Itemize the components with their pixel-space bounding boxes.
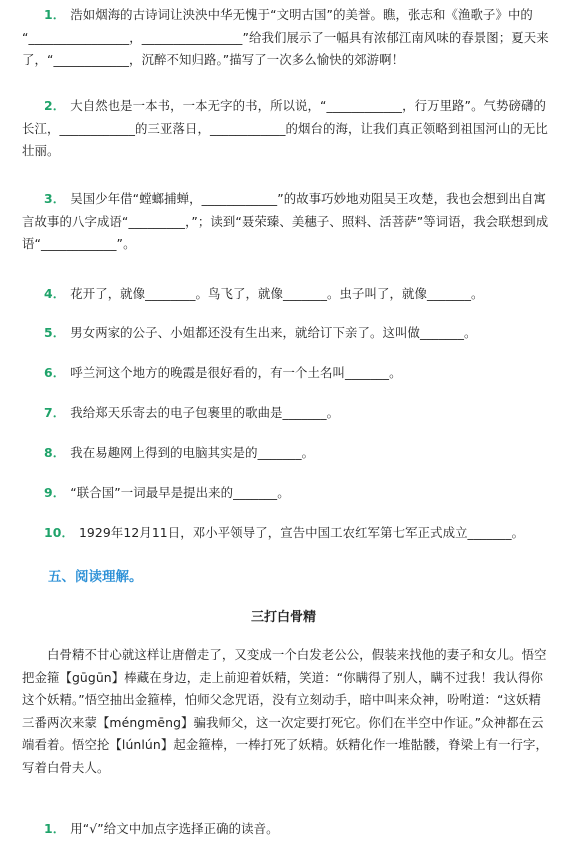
question-number: 1． — [44, 821, 66, 836]
question-text: 男女两家的公子、小姐都还没有生出来，就给订下亲了。这叫做_______。 — [70, 325, 477, 340]
question-number: 4． — [44, 286, 66, 301]
question-3 — [22, 188, 550, 256]
question-number: 5． — [44, 325, 66, 340]
question-4 — [22, 283, 550, 306]
question-number: 1． — [44, 7, 66, 22]
question-text: 大自然也是一本书，一本无字的书，所以说，“____________，行万里路”。气势磅礴的长江，____________的三亚落日，____________的烟台的海，让我们真正领略到祖国河山的无比壮丽。 — [22, 98, 548, 159]
question-text: 吴国少年借“螳螂捕蝉，____________”的故事巧妙地劝阻吴王攻楚，我也会想到出自寓言故事的八字成语“_________，”；读到“聂荣臻、美穗子、照料、活菩萨”等词语，我会联想到成语“____________”。 — [22, 191, 549, 252]
passage-text: 白骨精不甘心就这样让唐僧走了，又变成一个白发老公公，假装来找他的妻子和女儿。悟空把金箍【gūgūn】棒藏在身边，走上前迎着妖精，笑道：“你瞒得了别人，瞒不过我！我认得你这个妖精。”悟空抽出金箍棒，怕师父念咒语，没有立刻动手，暗中叫来众神，吩咐道：“这妖精三番两次来蒙【méngmēng】骗我师父，这一次定要打死它。你们在半空中作证。”众神都在云端看着。悟空抡【lúnlún】起金箍棒，一棒打死了妖精。妖精化作一堆骷髅，脊梁上有一行字，写着白骨夫人。 — [22, 647, 549, 775]
question-text: 呼兰河这个地方的晚霞是很好看的，有一个土名叫_______。 — [70, 365, 402, 380]
question-text: 用“√”给文中加点字选择正确的读音。 — [70, 821, 279, 836]
question-number: 6． — [44, 365, 66, 380]
question-8 — [22, 442, 550, 465]
question-number: 10． — [44, 525, 74, 540]
question-number: 3． — [44, 191, 66, 206]
question-6 — [22, 362, 550, 385]
question-5 — [22, 322, 550, 345]
question-text: 浩如烟海的古诗词让泱泱中华无愧于“文明古国”的美誉。瞧，张志和《渔歌子》中的 “________________，________________”给我们展示了一幅具有浓郁江南风味的春景图；夏天来了，“____________，沉醉不知归路。”描写了一次多么愉快的郊游啊！ — [22, 7, 549, 68]
sub-question-1 — [22, 818, 550, 841]
passage-title: 三打白骨精 — [250, 610, 316, 625]
question-text: 1929年12月11日，邓小平领导了，宣告中国工农红军第七军正式成立_______。 — [78, 525, 525, 540]
question-number: 9． — [44, 485, 66, 500]
question-number: 7． — [44, 405, 66, 420]
question-9 — [22, 482, 550, 505]
question-2 — [22, 95, 550, 163]
question-text: 花开了，就像________。鸟飞了，就像_______。虫子叫了，就像_______。 — [70, 286, 484, 301]
question-text: 我在易趣网上得到的电脑其实是的_______。 — [70, 445, 315, 460]
question-10 — [22, 522, 550, 545]
question-7 — [22, 402, 550, 425]
question-number: 8． — [44, 445, 66, 460]
question-number: 2． — [44, 98, 66, 113]
question-text: 我给郑天乐寄去的电子包裹里的歌曲是_______。 — [70, 405, 340, 420]
question-text: “联合国”一词最早是提出来的_______。 — [70, 485, 290, 500]
section-heading: 五、阅读理解。 — [48, 569, 143, 585]
question-1 — [22, 4, 550, 72]
